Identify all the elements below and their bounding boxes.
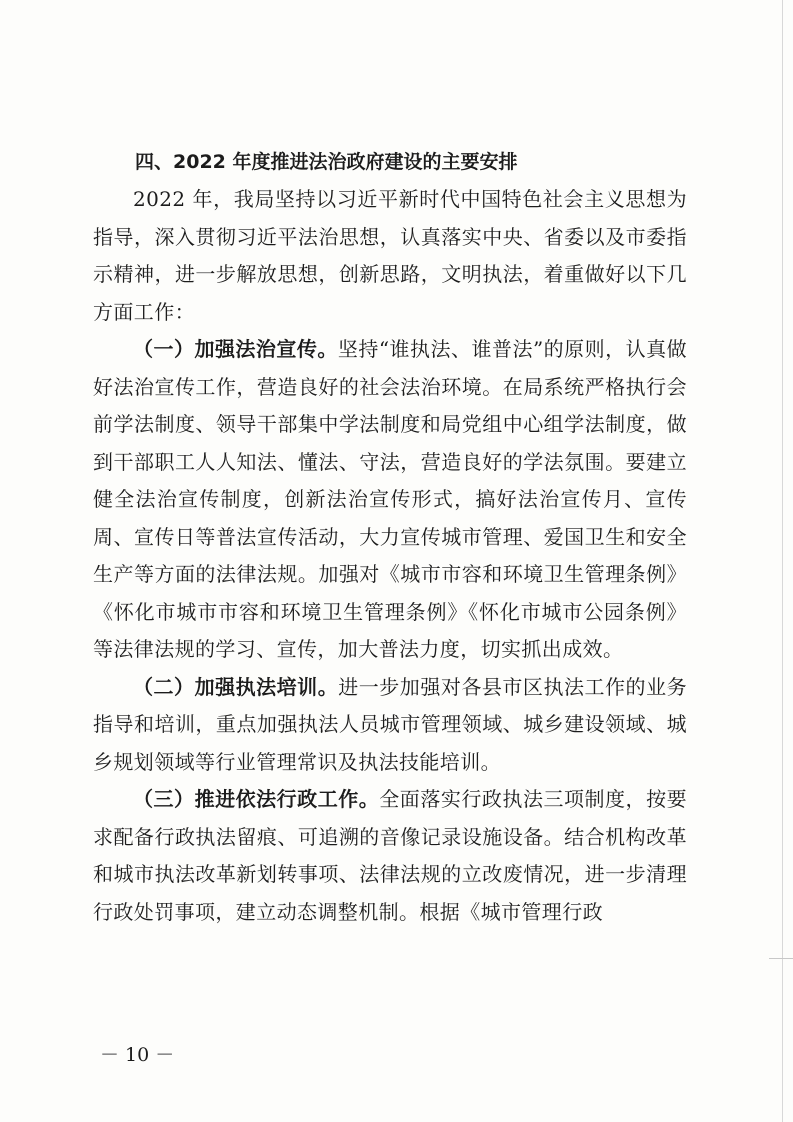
page-number: － 10 －: [100, 1044, 175, 1066]
section-paragraph-1: [93, 331, 687, 669]
intro-paragraph: 2022 年，我局坚持以习近平新时代中国特色社会主义思想为指导，深入贯彻习近平法治思想，认真落实中央、省委以及市委指示精神，进一步解放思想，创新思路，文明执法，着重做好以下几方面工作：: [93, 187, 687, 324]
document-body: [93, 143, 687, 931]
section-3-body: 全面落实行政执法三项制度，按要求配备行政执法留痕、可追溯的音像记录设施设备。结合机构改革和城市执法改革新划转事项、法律法规的立改废情况，进一步清理行政处罚事项，建立动态调整机制。根据《城市管理行政: [93, 787, 687, 924]
section-1-title: （一）加强法治宣传。: [133, 337, 338, 361]
section-paragraph-3: [93, 781, 687, 931]
section-1-body: 坚持“谁执法、谁普法”的原则，认真做好法治宣传工作，营造良好的社会法治环境。在局系统严格执行会前学法制度、领导干部集中学法制度和局党组中心组学法制度，做到干部职工人人知法、懂法、守法，营造良好的学法氛围。要建立健全法治宣传制度，创新法治宣传形式，搞好法治宣传月、宣传周、宣传日等普法宣传活动，大力宣传城市管理、爱国卫生和安全生产等方面的法律法规。加强对《城市市容和环境卫生管理条例》《怀化市城市市容和环境卫生管理条例》《怀化市城市公园条例》等法律法规的学习、宣传，加大普法力度，切实抓出成效。: [93, 337, 687, 661]
section-paragraph-2: [93, 669, 687, 782]
scan-edge-line: [782, 0, 783, 1122]
scan-edge-mark: [769, 958, 793, 959]
section-2-body: 进一步加强对各县市区执法工作的业务指导和培训，重点加强执法人员城市管理领域、城乡建设领域、城乡规划领域等行业管理常识及执法技能培训。: [93, 674, 687, 774]
section-3-title: （三）推进依法行政工作。: [133, 787, 380, 811]
section-2-title: （二）加强执法培训。: [133, 674, 339, 699]
section-heading: 四、2022 年度推进法治政府建设的主要安排: [135, 151, 518, 173]
